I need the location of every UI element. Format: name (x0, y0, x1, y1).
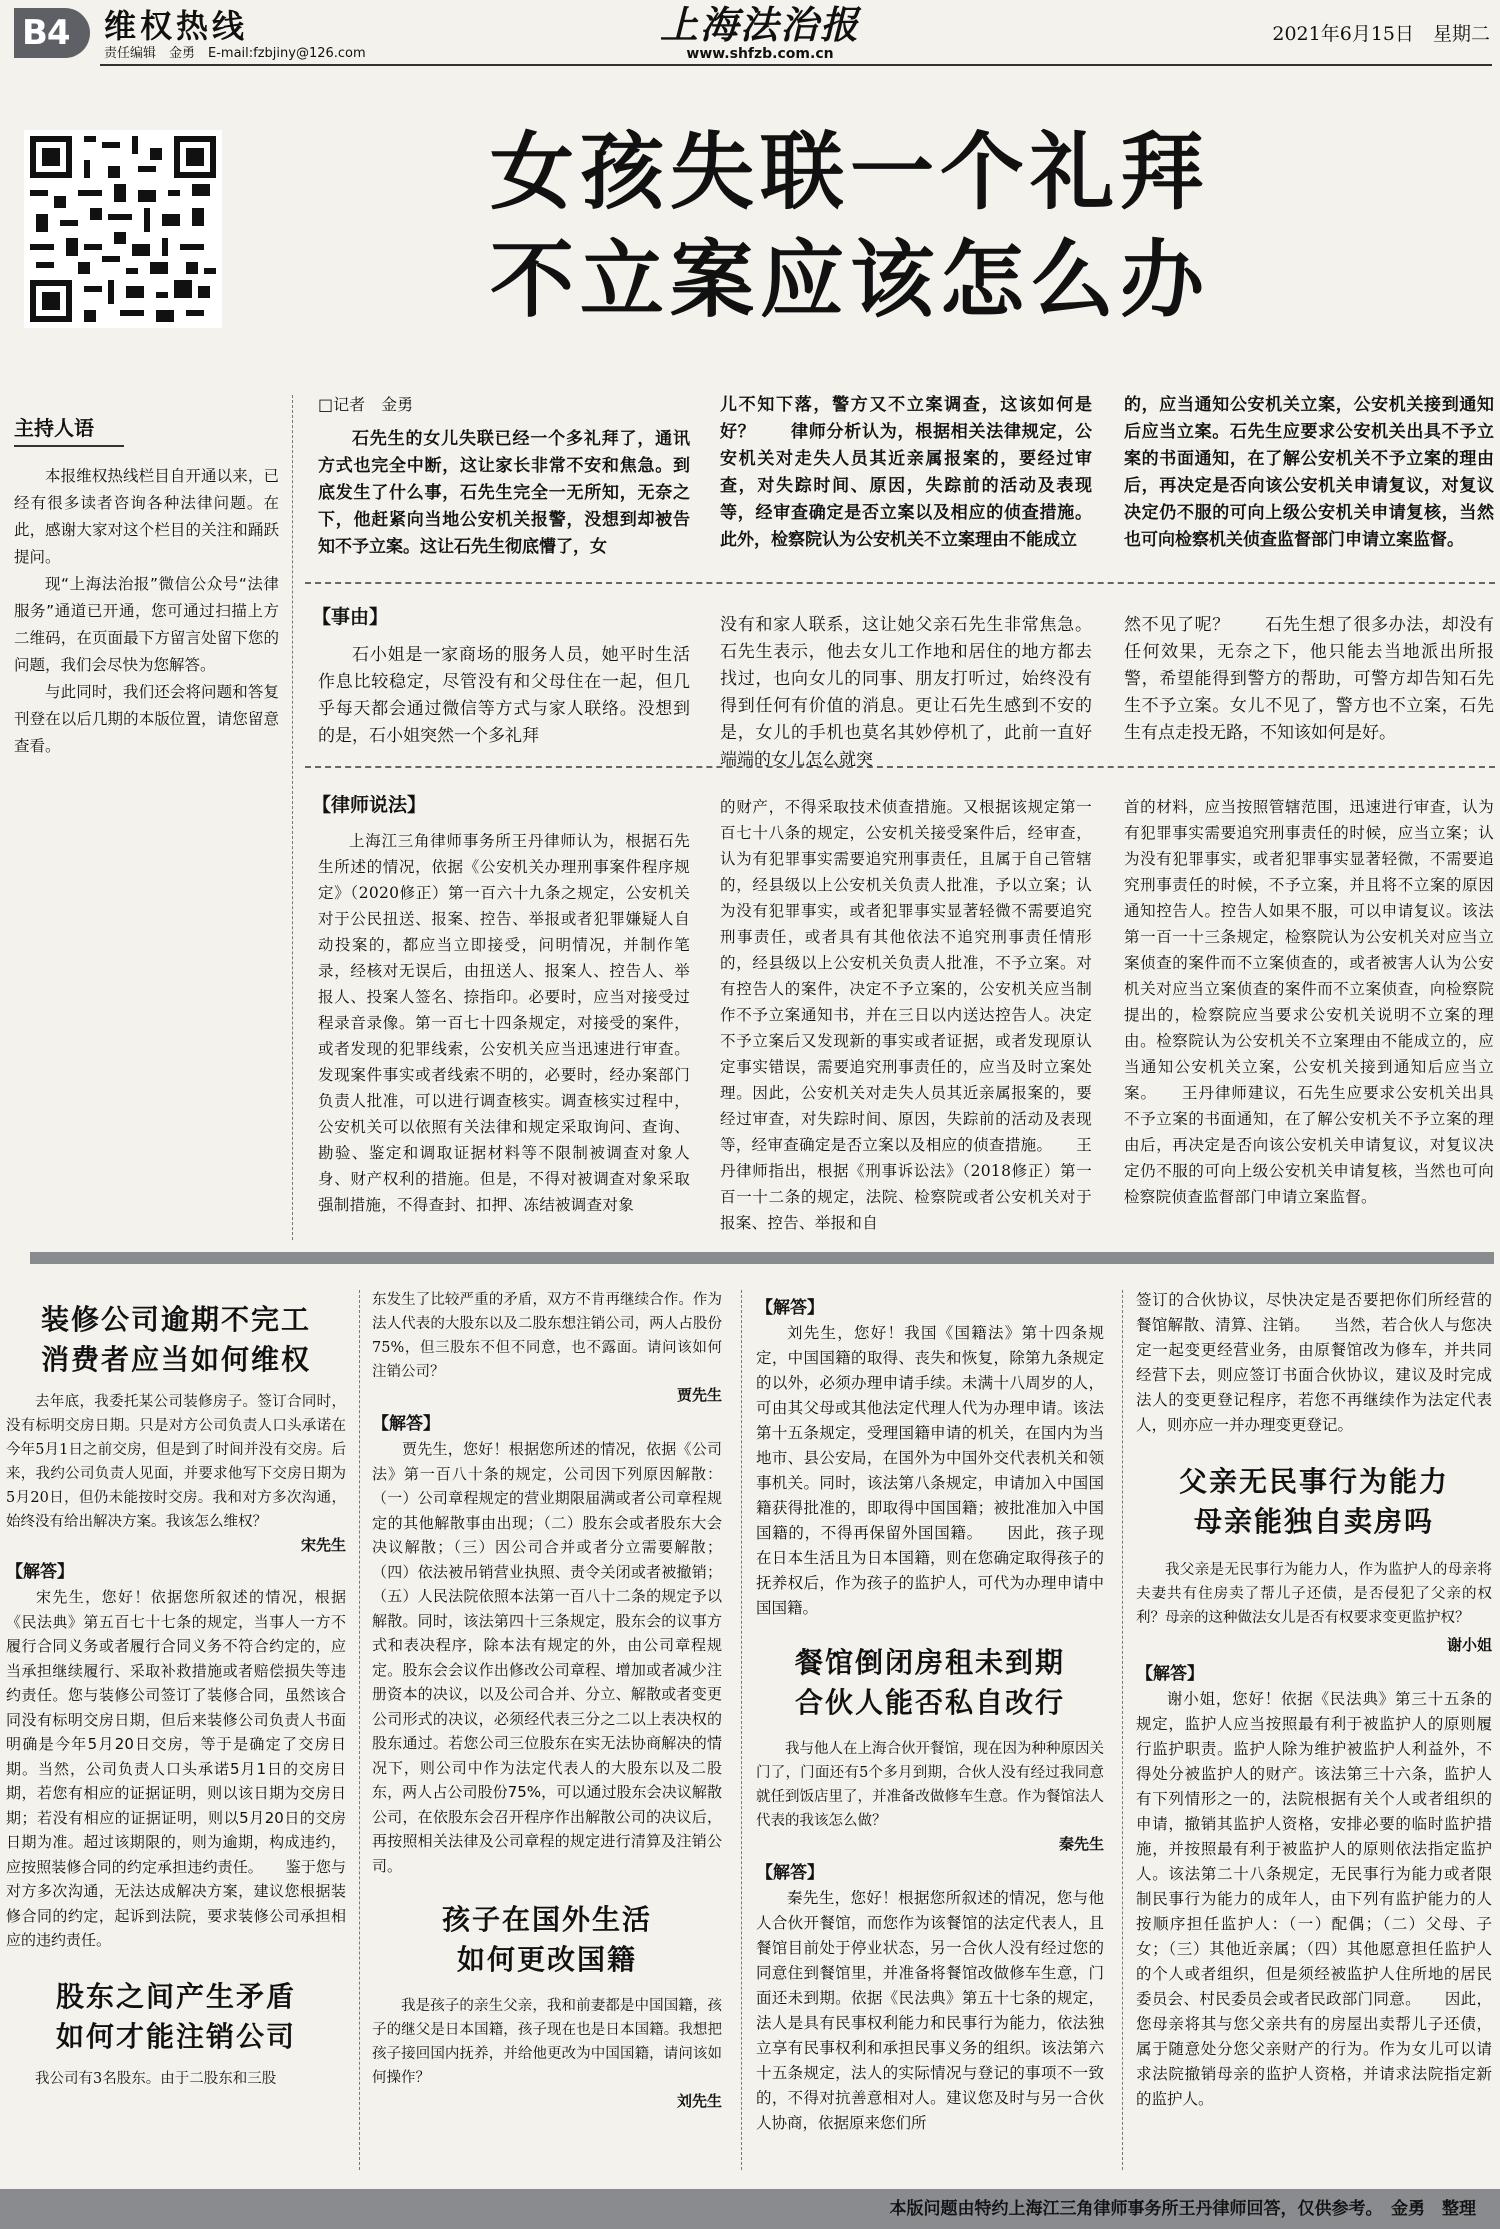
qa2-answer-label: 【解答】 (372, 1414, 440, 1434)
qa2-answer: 贾先生，您好！根据您所述的情况，依据《公司法》第一百八十条的规定，公司因下列原因解散：（一）公司章程规定的营业期限届满或者公司章程规定的其他解散事由出现；（二）股东会或者股东大会决议解散；（三）因公司合并或者分立需要解散；（四）依法被吊销营业执照、责令关闭或者被撤销；（五）人民法院依照本法第一百八十二条的规定予以解散。同时，该法第四十三条规定，股东会的议事方式和表决程序，除本法有规定的外，由公司章程规定。股东会会议作出修改公司章程、增加或者减少注册资本的决议，以及公司合并、分立、解散或者变更公司形式的决议，必须经代表三分之二以上表决权的股东通过。若您公司三位股东在实无法协商解决的情况下，则公司中作为法定代表人的大股东以及二股东，两人占公司股份75%，可以通过股东会决议解散公司，在依股东会召开程序作出解散公司的决议后，再按照相关法律及公司章程的规定进行清算及注销公司。 (372, 1440, 722, 1875)
qa1-answer-label: 【解答】 (6, 1562, 74, 1582)
section-bar (30, 1252, 1494, 1264)
cause-label: 【事由】 (312, 606, 389, 628)
qa3-title-line-1: 孩子在国外生活 (441, 1903, 652, 1936)
qa2-signer: 贾先生 (676, 1386, 722, 1404)
editor-line: 责任编辑 金勇 E-mail:fzbjiny@126.com (104, 46, 366, 61)
section-title: 维权热线 (104, 7, 249, 45)
qa4-title-line-2: 合伙人能否私自改行 (794, 1686, 1065, 1719)
qa2-question-start: 我公司有3名股东。由于二股东和三股 (35, 2070, 277, 2087)
lawyer-col-3: 首的材料，应当按照管辖范围，迅速进行审查，认为有犯罪事实需要追究刑事责任的时候，应当立案；认为没有犯罪事实，或者犯罪事实显著轻微，不需要追究刑事责任的时候，不予立案，并且将不立案的原因通知控告人。控告人如果不服，可以申请复议。该法第一百一十三条规定，检察院认为公安机关对应当立案侦查的案件而不立案侦查的，或者被害人认为公安机关对应当立案侦查的案件而不立案侦查，向检察院提出的，检察院应当要求公安机关说明不立案的理由。检察院认为公安机关不立案理由不能成立的，应当通知公安机关立案，公安机关接到通知后应当立案。 王丹律师建议，石先生应要求公安机关出具不予立案的书面通知，在了解公安机关不予立案的理由后，再决定是否向该公安机关申请复议，对复议决定仍不服的可向上级公安机关申请复核，当然也可向检察院侦查监督部门申请立案监督。 (1124, 798, 1494, 1206)
qa5-title (1136, 1462, 1492, 1542)
paper-url: www.shfzb.com.cn (686, 46, 834, 62)
host-text (14, 463, 279, 760)
lawyer-col-1: 上海江三角律师事务所王丹律师认为，根据石先生所述的情况，依据《公安机关办理刑事案件程序规定》（2020修正）第一百六十九条之规定，公安机关对于公民扭送、报案、控告、举报或者犯罪嫌疑人自动投案的，都应当立即接受，问明情况，并制作笔录，经核对无误后，由扭送人、报案人、控告人、举报人、投案人签名、捺指印。必要时，应当对接受过程录音录像。第一百七十四条规定，对接受的案件，或者发现的犯罪线索，公安机关应当迅速进行审查。发现案件事实或者线索不明的，必要时，经办案部门负责人批准，可以进行调查核实。调查核实过程中，公安机关可以依照有关法律和规定采取询问、查询、勘验、鉴定和调取证据材料等不限制被调查对象人身、财产权利的措施。但是，不得对被调查对象采取强制措施，不得查封、扣押、冻结被调查对象 (318, 832, 690, 1214)
host-column (14, 415, 279, 760)
qa1-title-line-2: 消费者应当如何维权 (40, 1343, 311, 1376)
cause-col-3: 然不见了呢？ 石先生想了很多办法，却没有任何效果，无奈之下，他只能去当地派出所报警，希望能得到警方的帮助，可警方却告知石先生不予立案。女儿不见了，警方也不立案，石先生有点走投无路，不知该如何是好。 (1124, 615, 1494, 743)
qa3-question: 我是孩子的亲生父亲，我和前妻都是中国国籍，孩子的继父是日本国籍，孩子现在也是日本国籍。我想把孩子接回国内抚养，并给他更改为中国国籍，请问该如何操作？ (372, 1998, 722, 2086)
qa5-title-line-1: 父亲无民事行为能力 (1178, 1465, 1449, 1498)
qa5-answer: 谢小姐，您好！依据《民法典》第三十五条的规定，监护人应当按照最有利于被监护人的原则履行监护职责。监护人除为维护被监护人利益外，不得处分被监护人的财产。该法第三十六条，监护人有下列情形之一的，法院根据有关个人或者组织的申请，撤销其监护人资格，安排必要的临时监护措施，并按照最有利于被监护人的原则依法指定监护人。该法第二十八条规定，无民事行为能力或者限制民事行为能力的成年人，由下列有监护能力的人按顺序担任监护人：（一）配偶；（二）父母、子女；（三）其他近亲属；（四）其他愿意担任监护人的个人或者组织，但是须经被监护人住所地的居民委员会、村民委员会或者民政部门同意。 因此，您母亲将其与您父亲共有的房屋出卖帮儿子还债，属于随意处分您父亲财产的行为。作为女儿可以请求法院撤销母亲的监护人资格，并请求法院指定新的监护人。 (1136, 1690, 1492, 2108)
qa5-question: 我父亲是无民事行为能力人，作为监护人的母亲将夫妻共有住房卖了帮儿子还债，是否侵犯了父亲的权利？母亲的这种做法女儿是否有权要求变更监护权？ (1136, 1562, 1492, 1626)
host-paragraph: 现“上海法治报”微信公众号“法律服务”通道已开通，您可通过扫描上方二维码，在页面最下方留言处留下您的问题，我们会尽快为您解答。 (14, 575, 279, 674)
qa4-question: 我与他人在上海合伙开餐馆，现在因为种种原因关门了，门面还有5个多月到期，合伙人没有经过我同意就任到饭店里了，并准备改做修车生意。作为餐馆法人代表的我该怎么做？ (756, 1741, 1104, 1829)
column-divider (1122, 1290, 1123, 2170)
lawyer-col-2: 的财产，不得采取技术侦查措施。又根据该规定第一百七十八条的规定，公安机关接受案件后，经审查，认为有犯罪事实需要追究刑事责任，且属于自己管辖的，经县级以上公安机关负责人批准，予以立案；认为没有犯罪事实，或者犯罪事实显著轻微不需要追究刑事责任，或者具有其他依法不追究刑事责任情形的，经县级以上公安机关负责人批准，不予立案。对有控告人的案件，决定不予立案的，公安机关应当制作不予立案通知书，并在三日以内送达控告人。决定不予立案后又发现新的事实或者证据，或者发现原认定事实错误，需要追究刑事责任的，应当及时立案处理。因此，公安机关对走失人员其近亲属报案的，要经过审查，对失踪时间、原因，失踪前的活动及表现等，经审查确定是否立案以及相应的侦查措施。 王丹律师指出，根据《刑事诉讼法》（2018修正）第一百一十二条的规定，法院、检察院或者公安机关对于报案、控告、举报和自 (720, 798, 1092, 1232)
section-divider (305, 582, 1495, 584)
headline-line-2: 不立案应该怎么办 (489, 231, 1210, 329)
page-number-badge: B4 (14, 8, 90, 58)
headline-line-1: 女孩失联一个礼拜 (489, 123, 1210, 221)
byline: □记者 金勇 (318, 395, 414, 414)
qa5-answer-label: 【解答】 (1136, 1664, 1204, 1684)
qa4-signer: 秦先生 (1058, 1835, 1104, 1853)
qa4-answer: 秦先生，您好！根据您所叙述的情况，您与他人合伙开餐馆，而您作为该餐馆的法定代表人，且餐馆目前处于停业状态，另一合伙人没有经过您的同意住到餐馆里，并准备将餐馆改做修车生意，门面还未到期。依据《民法典》第五十七条的规定，法人是具有民事权利能力和民事行为能力，依法独立享有民事权利和承担民事义务的组织。该法第六十五条规定，法人的实际情况与登记的事项不一致的，不得对抗善意相对人。建议您及时与另一合伙人协商，依据原来您们所 (756, 1889, 1104, 2132)
column-divider (359, 1290, 360, 2170)
lead-col-2: 儿不知下落，警方又不立案调查，这该如何是好？ 律师分析认为，根据相关法律规定，公安机关对走失人员其近亲属报案的，要经过审查，对失踪时间、原因，失踪前的活动及表现等，经审查确定是否立案以及相应的侦查措施。此外，检察院认为公安机关不立案理由不能成立 (720, 395, 1092, 550)
qa-column-3 (756, 1295, 1104, 2136)
masthead-rule (100, 64, 1492, 66)
qa3-title-line-2: 如何更改国籍 (456, 1943, 637, 1976)
qa1-title-line-1: 装修公司逾期不完工 (40, 1303, 311, 1336)
qa1-question: 去年底，我委托某公司装修房子。签订合同时，没有标明交房日期。只是对方公司负责人口头承诺在今年5月1日之前交房，但是到了时间并没有交房。后来，我约公司负责人见面，并要求他写下交房日期为5月20日，但仍未能按时交房。我和对方多次沟通，始终没有给出解决方案。我该怎么维权？ (6, 1394, 346, 1530)
paper-logo: 上海法治报 (659, 2, 860, 47)
lead-col-1: 石先生的女儿失联已经一个多礼拜了，通讯方式也完全中断，这让家长非常不安和焦急。到底发生了什么事，石先生完全一无所知，无奈之下，他赶紧向当地公安机关报警，没想到却被告知不予立案。这让石先生彻底懵了，女 (318, 429, 690, 557)
qr-code-icon (24, 130, 222, 328)
qa2-title-line-1: 股东之间产生矛盾 (55, 1979, 296, 2013)
qa-column-4 (1136, 1288, 1492, 2112)
footer-bar (0, 2189, 1500, 2229)
qa3-answer-label: 【解答】 (756, 1298, 824, 1318)
qa1-signer: 宋先生 (300, 1536, 346, 1554)
footer-note: 本版问题由特约上海江三角律师事务所王丹律师回答，仅供参考。 金勇 整理 (889, 2199, 1476, 2219)
cause-col-1: 石小姐是一家商场的服务人员，她平时生活作息比较稳定，尽管没有和父母住在一起，但几乎每天都会通过微信等方式与家人联络。没想到的是，石小姐突然一个多礼拜 (318, 645, 690, 746)
qa4-answer-cont: 签订的合伙协议，尽快决定是否要把你们所经营的餐馆解散、清算、注销。 当然，若合伙人与您决定一起变更经营业务，由原餐馆改为修车，并共同经营下去，则应签订书面合伙协议，建议及时完成法人的变更登记程序，若您不再继续作为法定代表人，则亦应一并办理变更登记。 (1136, 1291, 1492, 1434)
qa1-title (6, 1300, 346, 1380)
qa1-answer: 宋先生，您好！依据您所叙述的情况，根据《民法典》第五百七十七条的规定，当事人一方不履行合同义务或者履行合同义务不符合约定的，应当承担继续履行、采取补救措施或者赔偿损失等违约责任。您与装修公司签订了装修合同，虽然该合同没有标明交房日期，但后来装修公司负责人书面明确是今年5月20日交房，等于是确定了交房日期。当然，公司负责人口头承诺5月1日的交房日期，若您有相应的证据证明，则以该日期为交房日期；若没有相应的证据证明，则以5月20日的交房日期为准。超过该期限的，则为逾期，构成违约，应按照装修合同的约定承担违约责任。 鉴于您与对方多次沟通，无法达成解决方案，建议您根据装修合同的约定，起诉到法院，要求装修公司承担相应的违约责任。 (6, 1588, 346, 1949)
column-divider (292, 395, 293, 1240)
section-divider (305, 766, 1495, 768)
qa2-title-line-2: 如何才能注销公司 (55, 2019, 296, 2053)
masthead (0, 0, 1500, 64)
lawyer-label: 【律师说法】 (312, 794, 427, 816)
qa3-title (372, 1900, 722, 1980)
qa4-title-line-1: 餐馆倒闭房租未到期 (794, 1646, 1065, 1679)
host-paragraph: 本报维权热线栏目自开通以来，已经有很多读者咨询各种法律问题。在此，感谢大家对这个栏目的关注和踊跃提问。 (14, 467, 279, 566)
qa2-title (6, 1977, 346, 2057)
qa5-title-line-2: 母亲能独自卖房吗 (1193, 1505, 1434, 1538)
main-headline (300, 118, 1400, 334)
qa3-signer: 刘先生 (676, 2092, 722, 2110)
qa4-answer-label: 【解答】 (756, 1863, 824, 1883)
host-label: 主持人语 (14, 415, 124, 447)
qa-column-1 (6, 1300, 346, 2092)
qa4-title (756, 1643, 1104, 1723)
lead-col-3: 的，应当通知公安机关立案，公安机关接到通知后应当立案。石先生应要求公安机关出具不予立案的书面通知，在了解公安机关不予立案的理由后，再决定是否向该公安机关申请复议，对复议决定仍不服的可向上级公安机关申请复核，当然也可向检察机关侦查监督部门申请立案监督。 (1124, 395, 1494, 550)
qa5-signer: 谢小姐 (1446, 1636, 1492, 1654)
qa-column-2 (372, 1288, 722, 2111)
issue-date: 2021年6月15日 星期二 (1272, 23, 1490, 45)
qa2-question-cont: 东发生了比较严重的矛盾，双方不肯再继续合作。作为法人代表的大股东以及二股东想注销公司，两人占股份75%，但三股东不但不同意，也不露面。请问该如何注销公司？ (372, 1292, 722, 1380)
cause-col-2: 没有和家人联系，这让她父亲石先生非常焦急。石先生表示，他去女儿工作地和居住的地方都去找过，也向女儿的同事、朋友打听过，始终没有得到任何有价值的消息。更让石先生感到不安的是，女儿的手机也莫名其妙停机了，此前一直好端端的女儿怎么就突 (720, 615, 1092, 770)
qa3-answer: 刘先生，您好！我国《国籍法》第十四条规定，中国国籍的取得、丧失和恢复，除第九条规定的以外，必须办理申请手续。未满十八周岁的人，可由其父母或其他法定代理人代为办理申请。该法第十五条规定，受理国籍申请的机关，在国内为当地市、县公安局，在国外为中国外交代表机关和领事机关。同时，该法第八条规定，申请加入中国国籍获得批准的，即取得中国国籍；被批准加入中国国籍的，不得再保留外国国籍。 因此，孩子现在日本生活且为日本国籍，则在您确定取得孩子的抚养权后，作为孩子的监护人，可代为办理申请中国国籍。 (756, 1324, 1104, 1617)
host-paragraph: 与此同时，我们还会将问题和答复刊登在以后几期的本版位置，请您留意查看。 (14, 683, 279, 755)
column-divider (741, 1290, 742, 2170)
